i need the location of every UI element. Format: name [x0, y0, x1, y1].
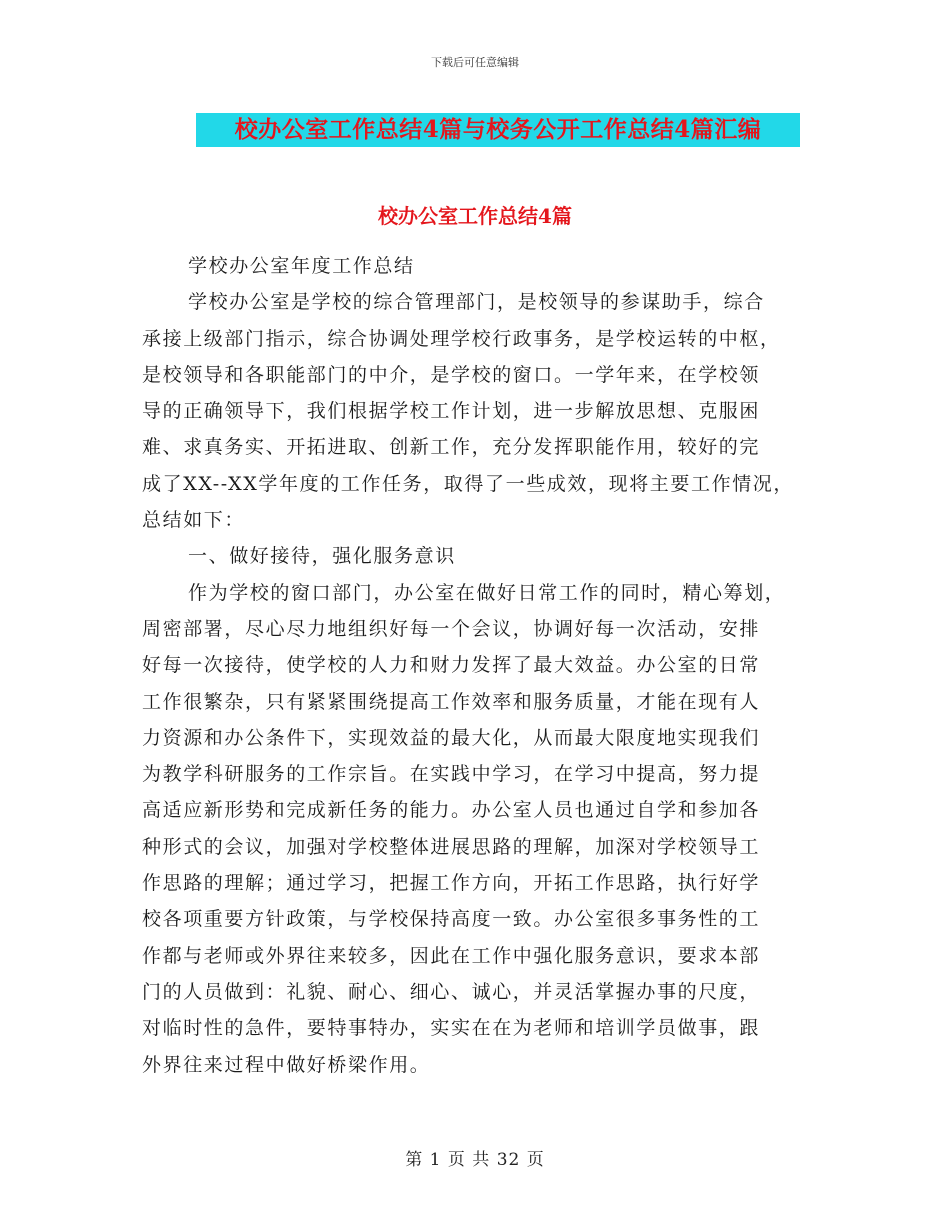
document-title: 校办公室工作总结4篇与校务公开工作总结4篇汇编 [234, 116, 762, 143]
text-line: 作为学校的窗口部门，办公室在做好日常工作的同时，精心筹划， [188, 581, 786, 604]
text-line: 导的正确领导下，我们根据学校工作计划，进一步解放思想、克服困 [142, 400, 761, 423]
text-line: 作思路的理解；通过学习，把握工作方向，开拓工作思路，执行好学 [142, 872, 761, 895]
paragraph-heading: 学校办公室年度工作总结 [188, 255, 415, 277]
text-line: 外界往来过程中做好桥梁作用。 [142, 1053, 431, 1076]
body-text [142, 248, 808, 1083]
text-line: 好每一次接待，使学校的人力和财力发挥了最大效益。办公室的日常 [142, 654, 761, 677]
text-line: 总结如下： [142, 509, 246, 532]
text-line: 为教学科研服务的工作宗旨。在实践中学习，在学习中提高，努力提 [142, 763, 761, 786]
text-line: 难、求真务实、开拓进取、创新工作，充分发挥职能作用，较好的完 [142, 436, 761, 459]
text-line: 作都与老师或外界往来较多，因此在工作中强化服务意识，要求本部 [142, 944, 761, 967]
text-line: 成了XX--XX学年度的工作任务，取得了一些成效，现将主要工作情况， [142, 472, 794, 495]
text-line: 高适应新形势和完成新任务的能力。办公室人员也通过自学和参加各 [142, 799, 761, 822]
header-note: 下载后可任意编辑 [431, 56, 519, 69]
text-line: 门的人员做到：礼貌、耐心、细心、诚心，并灵活掌握办事的尺度， [142, 980, 761, 1003]
text-line: 种形式的会议，加强对学校整体进展思路的理解，加深对学校领导工 [142, 835, 761, 858]
section-title: 校办公室工作总结4篇 [378, 204, 572, 228]
text-line: 学校办公室是学校的综合管理部门，是校领导的参谋助手，综合 [188, 291, 765, 314]
text-line: 对临时性的急件，要特事特办，实实在在为老师和培训学员做事，跟 [142, 1017, 761, 1040]
text-line: 是校领导和各职能部门的中介，是学校的窗口。一学年来，在学校领 [142, 363, 761, 386]
text-line: 校各项重要方针政策，与学校保持高度一致。办公室很多事务性的工 [142, 908, 761, 931]
text-line: 承接上级部门指示，综合协调处理学校行政事务，是学校运转的中枢， [142, 327, 781, 350]
text-line: 力资源和办公条件下，实现效益的最大化，从而最大限度地实现我们 [142, 726, 761, 749]
subsection-heading: 一、做好接待，强化服务意识 [188, 545, 456, 568]
text-line: 工作很繁杂，只有紧紧围绕提高工作效率和服务质量，才能在现有人 [142, 690, 761, 713]
text-line: 周密部署，尽心尽力地组织好每一个会议，协调好每一次活动，安排 [142, 617, 761, 640]
page-number: 第 1 页 共 32 页 [405, 1150, 545, 1170]
